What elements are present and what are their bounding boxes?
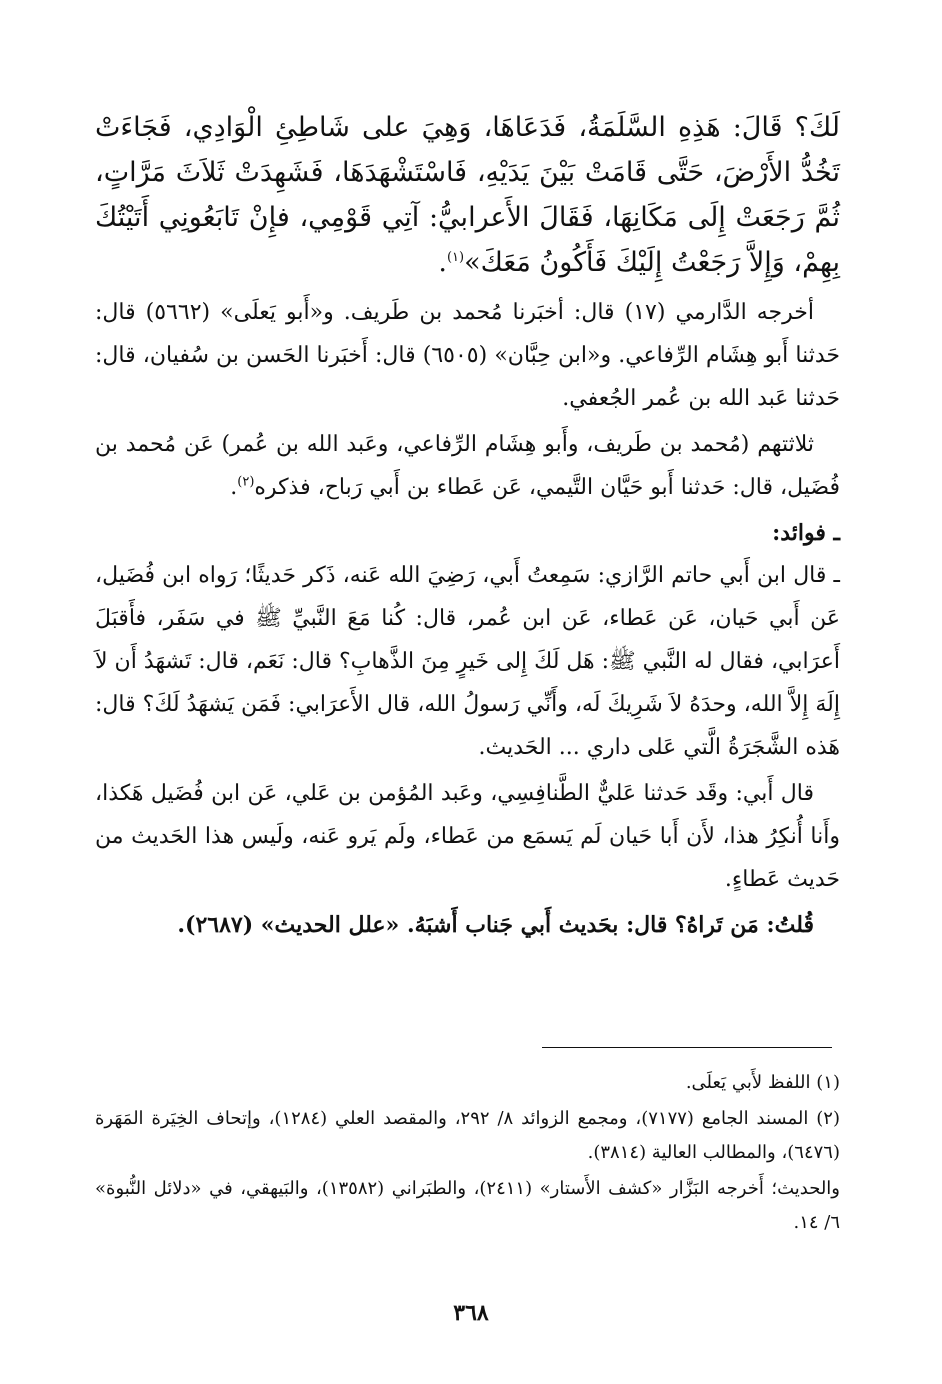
footnote-ref-1[interactable]: (١)	[446, 250, 465, 265]
fawaid-paragraph-1: ـ قال ابن أَبي حاتم الرَّازي: سَمِعتُ أَبي، رَضِيَ الله عَنه، ذَكر حَديثًا؛ رَواه ابن فُضَيل، عَن أَبي حَيان، عَن عَطاء، عَن ابن عُمر، قال: كُنا مَعَ النَّبيِّ ﷺ في سَفَر، فأَقبَلَ أَعرَابي، فقال له النَّبي ﷺ: هَل لَكَ إِلى خَيرٍ مِنَ الذَّهابِ؟ قال: نَعَم، قال: تَشهَدُ أَن لاَ إِلَهَ إِلاَّ الله، وحدَهُ لاَ شَرِيكَ لَه، وأَنِّي رَسولُ الله، قال الأَعرَابي: فَمَن يَشهَدُ لَكَ؟ قال: هَذه الشَّجَرَةُ الَّتي عَلى داري ... الحَديث.	[95, 563, 840, 760]
main-text	[95, 105, 840, 950]
hadith-text: لَكَ؟ قَالَ: هَذِهِ السَّلَمَةُ، فَدَعَاهَا، وَهِيَ على شَاطِئِ الْوَادِي، فَجَاءَتْ تَخُدُّ الأَرْضَ، حَتَّى قَامَتْ بَيْنَ يَدَيْهِ، فَاسْتَشْهَدَهَا، فَشَهِدَتْ ثَلاَثَ مَرَّاتٍ، ثُمَّ رَجَعَتْ إِلَى مَكَانِهَا، فَقَالَ الأَعرابيُّ: آتِي قَوْمِي، فإِنْ تَابَعُونِي أَتَيْتُكَ بِهِمْ، وَإِلاَّ رَجَعْتُ إِلَيْكَ فَأَكُونُ مَعَكَ»$^{(١)}$.	[95, 112, 840, 278]
footnote-2: (٢) المسند الجامع (٧١٧٧)، ومجمع الزوائد ٨/ ٢٩٢، والمقصد العلي (١٢٨٤)، وإتحاف الخِيَرة المَهَرة (٦٤٧٦)، والمطالب العالية (٣٨١٤).	[95, 1108, 840, 1163]
fawaid-paragraph-3: قُلتُ: مَن تَراهُ؟ قال: بحَديث أَبي جَناب أَشبَهُ. «علل الحديث» (٢٦٨٧).	[177, 912, 814, 938]
footnote-1: (١) اللفظ لأَبي يَعلَى.	[685, 1072, 840, 1093]
page-number: ٣٦٨	[453, 1300, 489, 1326]
footnotes	[95, 1066, 840, 1242]
footnote-separator	[542, 1047, 832, 1048]
fawaid-heading: ـ فوائد:	[772, 520, 840, 546]
footnote-ref-2[interactable]: (٢)	[237, 474, 255, 490]
isnad-paragraph: ثلاثتهم (مُحمد بن طَريف، وأَبو هِشَام الرِّفاعي، وعَبد الله بن عُمر) عَن مُحمد بن فُضَيل، قال: حَدثنا أَبو حَيَّان التَّيمي، عَن عَطاء بن أَبي رَباح، فذكره$^{(٢)}$.	[95, 432, 840, 500]
fawaid-paragraph-2: قال أَبي: وقَد حَدثنا عَليٌّ الطَّنافِسِي، وعَبد المُؤمن بن عَلي، عَن ابن فُضَيل هَكذا، وأَنا أُنكِرُ هذا، لأَن أَبا حَيان لَم يَسمَع من عَطاء، ولَم يَرو عَنه، ولَيس هذا الحَديث من حَديث عَطاءٍ.	[95, 781, 840, 892]
footnote-3: والحديث؛ أَخرجه البَزَّار «كشف الأَستار» (٢٤١١)، والطبَراني (١٣٥٨٢)، والبَيهقي، في «دلائل النُّبوة» ٦/ ١٤.	[95, 1178, 841, 1233]
takhrij-paragraph: أخرجه الدَّارمي (١٧) قال: أخبَرنا مُحمد بن طَريف. و«أَبو يَعلَى» (٥٦٦٢) قال: حَدثنا أَبو هِشَام الرِّفاعي. و«ابن حِبَّان» (٦٥٠٥) قال: أَخبَرنا الحَسن بن سُفيان، قال: حَدثنا عَبد الله بن عُمر الجُعفي.	[95, 300, 840, 411]
